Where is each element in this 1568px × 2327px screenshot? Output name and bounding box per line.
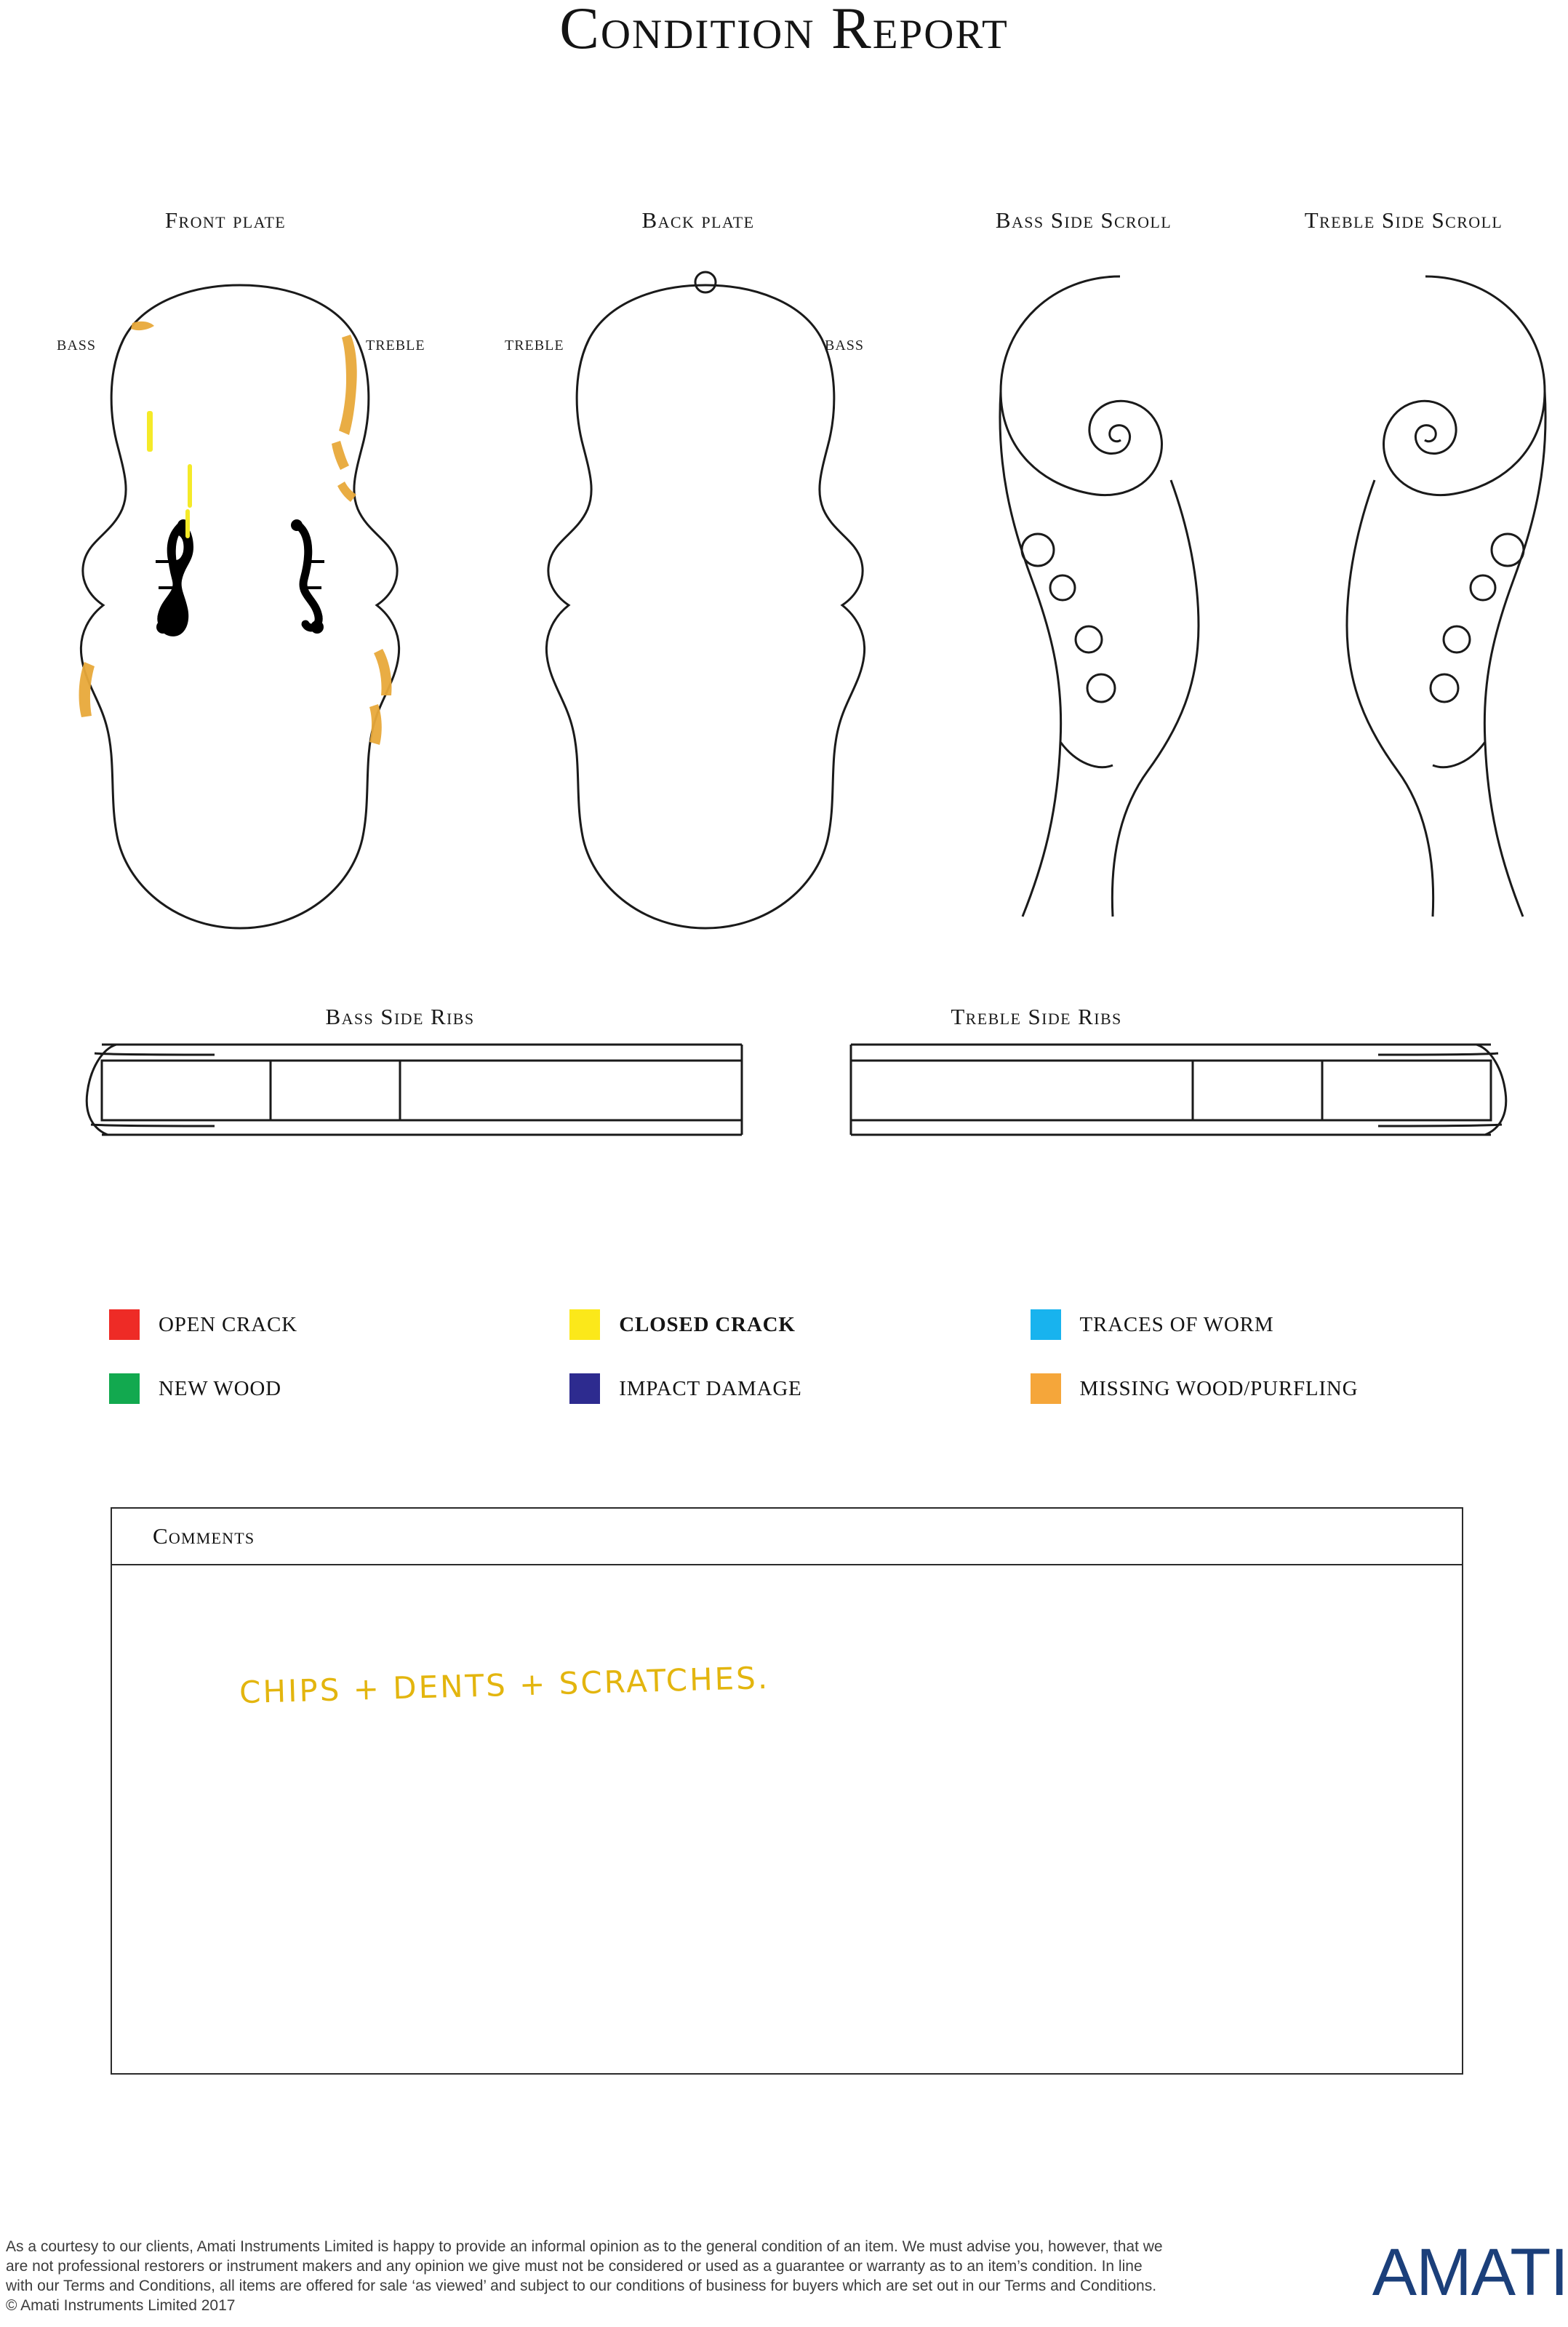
legend-item-traces-of-worm bbox=[1031, 1309, 1491, 1340]
legend-label-impact-damage: IMPACT DAMAGE bbox=[619, 1376, 802, 1400]
label-front-bass: BASS bbox=[57, 338, 97, 354]
label-front-treble: TREBLE bbox=[366, 338, 425, 354]
footer-disclaimer bbox=[6, 2237, 1169, 2315]
swatch-new-wood bbox=[109, 1373, 140, 1404]
legend-item-open-crack bbox=[109, 1309, 569, 1340]
legend-label-closed-crack: CLOSED CRACK bbox=[619, 1312, 796, 1336]
bass-side-ribs-diagram bbox=[73, 1033, 771, 1142]
swatch-open-crack bbox=[109, 1309, 140, 1340]
page-title: Condition Report bbox=[559, 0, 1009, 61]
swatch-impact-damage bbox=[569, 1373, 600, 1404]
label-back-treble: TREBLE bbox=[505, 338, 564, 354]
legend-label-traces-of-worm: TRACES OF WORM bbox=[1079, 1312, 1274, 1336]
brand-text: AMATI bbox=[1372, 2235, 1568, 2310]
comments-header bbox=[112, 1509, 1462, 1565]
amati-logo bbox=[1372, 2235, 1568, 2311]
label-back-bass: BASS bbox=[825, 338, 865, 354]
legend-label-new-wood: NEW WOOD bbox=[159, 1376, 281, 1400]
legend-label-missing-wood: MISSING WOOD/PURFLING bbox=[1079, 1376, 1359, 1400]
back-plate-diagram bbox=[502, 269, 909, 946]
comments-handwritten-note: CHIPS + DENTS + SCRATCHES. bbox=[239, 1659, 770, 1711]
swatch-closed-crack bbox=[569, 1309, 600, 1340]
caption-bass-side-ribs: Bass Side Ribs bbox=[325, 1004, 475, 1029]
caption-treble-side-ribs: Treble Side Ribs bbox=[951, 1004, 1122, 1029]
disclaimer-text: As a courtesy to our clients, Amati Instruments Limited is happy to provide an informal opinion as to the general condition of an item. We must advise you, however, that we are not professional restorers or instrument makers and any opinion we give must not be considered or used as a guarantee or warranty as to an item’s condition. In line with our Terms and Conditions, all items are offered for sale ‘as viewed’ and subject to our conditions of business for buyers which are set out in our Terms and Conditions. © Amati Instruments Limited 2017 bbox=[6, 2238, 1163, 2314]
comments-box bbox=[111, 1507, 1463, 2075]
legend-item-closed-crack bbox=[569, 1309, 1030, 1340]
caption-bass-side-scroll: Bass Side Scroll bbox=[995, 207, 1172, 233]
comments-title: Comments bbox=[153, 1523, 255, 1549]
legend-row-2 bbox=[109, 1373, 1491, 1404]
caption-back-plate: Back plate bbox=[641, 207, 755, 233]
legend-item-missing-wood bbox=[1031, 1373, 1491, 1404]
caption-treble-side-scroll: Treble Side Scroll bbox=[1304, 207, 1503, 233]
swatch-traces-of-worm bbox=[1031, 1309, 1061, 1340]
swatch-missing-wood bbox=[1031, 1373, 1061, 1404]
bass-side-scroll-diagram bbox=[967, 262, 1273, 946]
front-plate-diagram bbox=[36, 269, 444, 946]
treble-side-ribs-diagram bbox=[822, 1033, 1520, 1142]
legend-item-impact-damage bbox=[569, 1373, 1030, 1404]
caption-front-plate: Front plate bbox=[164, 207, 287, 233]
comments-body[interactable] bbox=[112, 1565, 1462, 2073]
legend-label-open-crack: OPEN CRACK bbox=[159, 1312, 297, 1336]
legend-item-new-wood bbox=[109, 1373, 569, 1404]
treble-side-scroll-diagram bbox=[1273, 262, 1568, 946]
legend-row-1 bbox=[109, 1309, 1491, 1340]
legend bbox=[109, 1309, 1491, 1437]
